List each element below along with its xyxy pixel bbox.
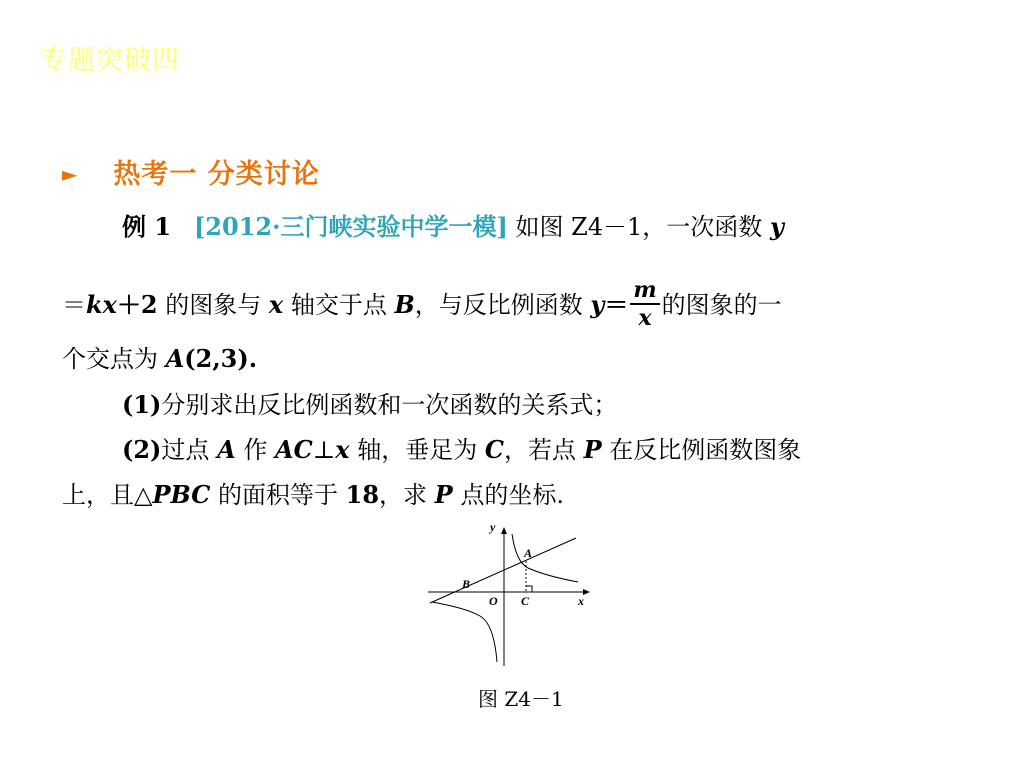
text-segment: ，若点 <box>503 436 584 464</box>
label-B: B <box>462 577 471 591</box>
plus-two: ＋2 <box>116 290 158 319</box>
point-P: P <box>434 480 453 509</box>
var-x: x <box>335 435 350 464</box>
var-x: x <box>268 290 284 319</box>
label-origin: O <box>489 594 498 608</box>
fraction-denominator: x <box>638 305 652 331</box>
text-segment: 上，且△ <box>62 481 153 509</box>
point-B: B <box>394 290 415 319</box>
var-y: y <box>590 290 605 319</box>
question-text: 分别求出反比例函数和一次函数的关系式； <box>161 391 618 419</box>
linear-function-line <box>430 538 576 603</box>
equals-sign: ＝ <box>62 291 86 319</box>
point-A: A <box>165 344 185 373</box>
triangle-PBC: PBC <box>152 480 211 509</box>
point-P: P <box>583 435 602 464</box>
bullet-arrow-icon: ► <box>62 162 78 186</box>
text-segment: 点的坐标. <box>452 481 564 509</box>
question-number: (1) <box>122 390 162 419</box>
text-segment: 的图象的一 <box>661 291 782 319</box>
label-C: C <box>521 594 530 608</box>
equals-sign: ＝ <box>604 290 629 319</box>
fraction-numerator: m <box>630 278 659 305</box>
text-segment: 在反比例函数图象 <box>601 436 802 464</box>
y-axis-arrow-icon <box>501 527 507 534</box>
point-C: C <box>484 435 504 464</box>
perpendicular-symbol: ⊥ <box>312 436 336 464</box>
label-x: x <box>578 594 584 608</box>
segment-AC: AC <box>274 435 313 464</box>
text-segment: ，求 <box>379 481 435 509</box>
question-1 <box>122 390 618 419</box>
point-coords: (2,3). <box>184 344 258 373</box>
example-label: 例 1 <box>122 212 172 241</box>
hyperbola-branch-2 <box>432 602 497 662</box>
text-segment: 轴交于点 <box>283 291 395 319</box>
section-heading <box>62 152 320 191</box>
text-segment: ，与反比例函数 <box>414 291 591 319</box>
problem-source: [2012·三门峡实验中学一模] <box>193 212 508 241</box>
question-2 <box>122 435 802 464</box>
text-segment: 的图象与 <box>157 291 269 319</box>
text-segment: 轴，垂足为 <box>349 436 485 464</box>
label-y: y <box>490 520 496 534</box>
text-segment: 个交点为 <box>62 345 166 373</box>
problem-line-3 <box>62 344 258 373</box>
x-axis-arrow-icon <box>583 589 590 595</box>
function-graph-figure <box>420 516 600 670</box>
problem-line-2 <box>62 277 782 333</box>
text-segment: 的面积等于 <box>210 481 346 509</box>
right-angle-mark <box>526 586 532 592</box>
text-segment: 作 <box>235 436 275 464</box>
text-segment: 过点 <box>161 436 218 464</box>
problem-line-1 <box>122 212 784 241</box>
section-title: 热考一 分类讨论 <box>113 159 320 190</box>
question-2-continued <box>62 480 564 509</box>
slide-tag: 专题突破四 <box>40 45 180 76</box>
question-number: (2) <box>122 435 162 464</box>
label-A: A <box>524 546 533 560</box>
line1-text: 如图 Z4－1，一次函数 <box>507 213 770 241</box>
figure-caption: 图 Z4－1 <box>478 687 564 711</box>
point-A: A <box>217 435 236 464</box>
area-value: 18 <box>345 480 380 509</box>
fraction-m-over-x <box>630 278 659 331</box>
var-kx: kx <box>86 290 117 319</box>
line1-var: y <box>769 212 784 241</box>
